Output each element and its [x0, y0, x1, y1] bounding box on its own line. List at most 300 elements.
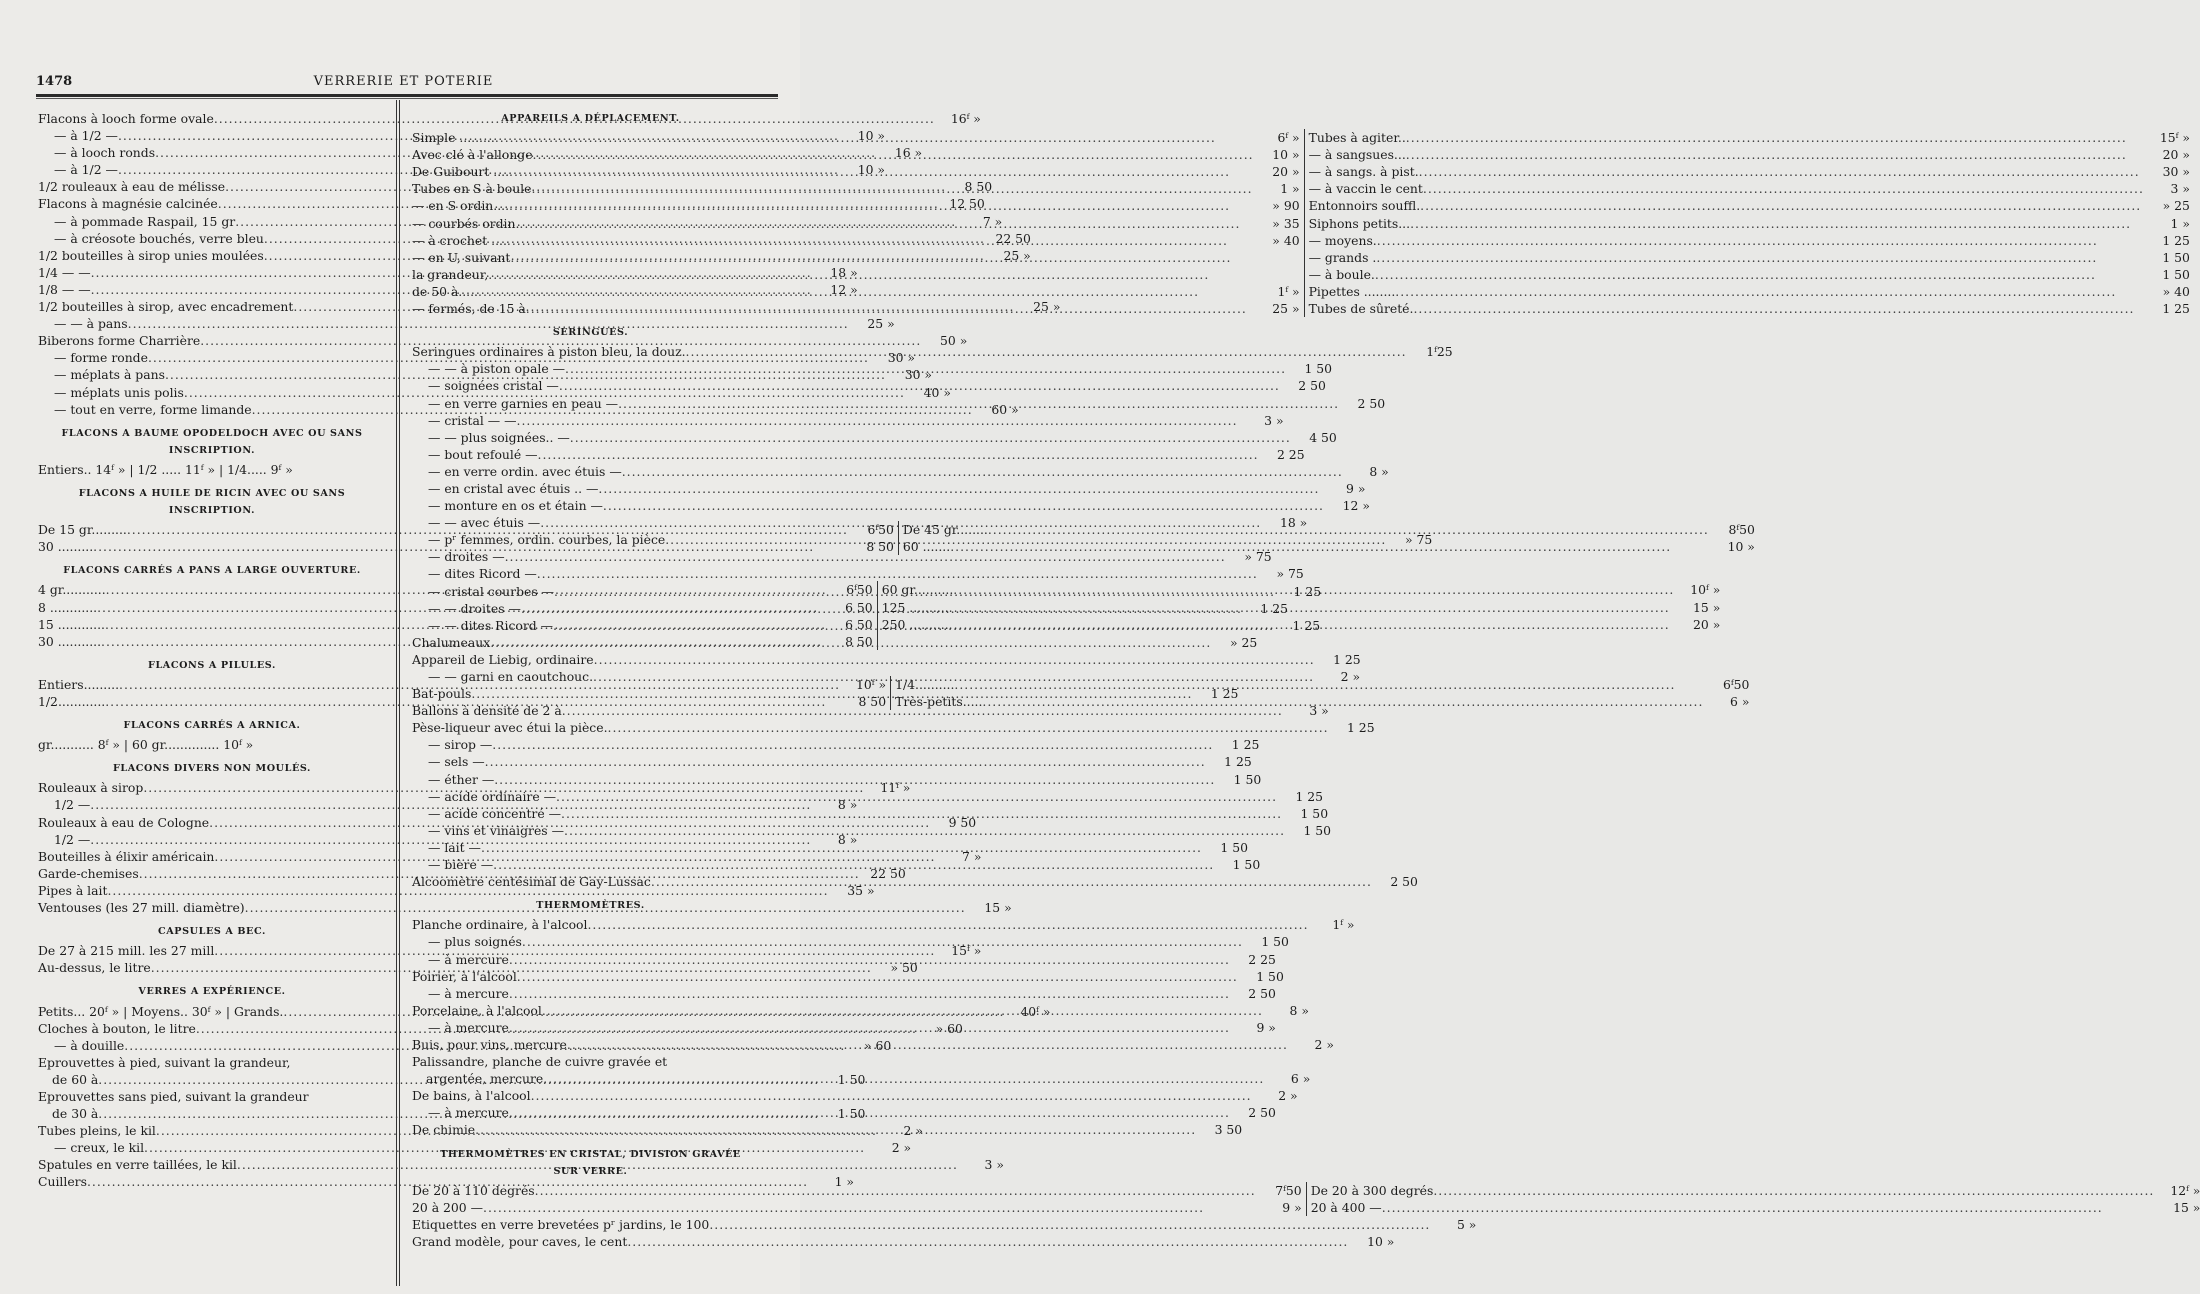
entry-price: 11ᶠ »	[880, 780, 911, 796]
price-entry	[412, 300, 1300, 317]
dot-leader	[509, 951, 1230, 968]
dot-leader	[1420, 197, 2144, 214]
entry-label: 15 ............	[38, 616, 105, 632]
price-entry	[38, 315, 895, 332]
entry-label: Pipes à lait	[38, 882, 108, 898]
section-title-opodeldoch: FLACONS A BAUME OPODELDOCH AVEC OU SANS INSCRIPTION.	[61, 427, 363, 456]
entry-price: 15 »	[2173, 1199, 2200, 1215]
dot-leader	[564, 822, 1285, 839]
entry-label: — méplats à pans	[54, 367, 165, 383]
entry-label: Tubes en S à boule	[412, 181, 532, 197]
entry-price: 2 »	[1314, 1036, 1334, 1052]
entry-text: Palissandre, planche de cuivre gravée et	[412, 1054, 668, 1070]
dot-leader	[627, 1233, 1348, 1250]
entry-label: Petits... 20ᶠ » | Moyens.. 30ᶠ » | Grands.	[38, 1003, 284, 1019]
entry-label: Chalumeaux	[412, 634, 491, 650]
entry-price: 8 »	[1289, 1002, 1309, 1018]
entry-label: De Guibourt ....	[412, 164, 510, 180]
entry-label: — — à pans	[54, 316, 128, 332]
entry-label: — à mercure	[428, 1105, 509, 1121]
dot-leader	[1413, 300, 2143, 317]
entry-label: — — dites Ricord —	[428, 617, 554, 633]
entry-label: Entiers.........	[38, 676, 120, 692]
entry-price: 8 50	[845, 633, 873, 649]
entry-price: 25 »	[1272, 301, 1300, 317]
entry-label: Entonnoirs souffl.	[1308, 198, 1421, 214]
entry-label: Alcoomètre centésimal de Gay-Lussac	[412, 874, 651, 890]
entry-label: de 60 à	[52, 1071, 99, 1087]
entry-label: Cuillers	[38, 1174, 87, 1190]
dot-leader	[495, 129, 1254, 146]
entry-label: — en verre ordin. avec étuis —	[428, 463, 622, 479]
entry-label: Ventouses (les 27 mill. diamètre)	[38, 900, 245, 916]
price-entry	[412, 283, 1300, 300]
dot-leader	[565, 360, 1286, 377]
entry-price: 8 50	[964, 179, 993, 195]
entry-label: — monture en os et étain —	[428, 498, 603, 514]
entry-price: 2 50	[1248, 985, 1276, 1001]
entry-price: 2 »	[1278, 1088, 1298, 1104]
entry-price: » 50	[890, 960, 918, 976]
price-entry	[412, 702, 1329, 719]
price-entry	[412, 985, 1276, 1002]
price-entry	[1311, 1199, 2200, 1216]
dot-leader	[1377, 232, 2144, 249]
entry-label: — lait —	[428, 839, 481, 855]
entry-price: 8 »	[837, 797, 858, 813]
entry-label: — en S ordin....	[412, 198, 510, 214]
entry-price: 1 25	[2162, 232, 2190, 248]
entry-label: — pʳ femmes, ordin. courbes, la pièce	[428, 532, 666, 548]
entry-label: De 15 gr.........	[38, 522, 127, 538]
dot-leader	[1433, 1182, 2154, 1199]
price-entry	[412, 412, 1284, 429]
entry-price: 1 25	[1295, 788, 1324, 804]
entry-label: — tout en verre, forme limande	[54, 401, 252, 417]
entry-price: 2 »	[891, 1140, 912, 1156]
price-entry	[412, 463, 1389, 480]
entry-price: 60 »	[991, 401, 1019, 417]
price-entry	[412, 1087, 1298, 1104]
section-title-divers: FLACONS DIVERS NON MOULÉS.	[113, 763, 311, 775]
entry-price: 6 »	[1290, 1071, 1311, 1087]
price-entry	[1309, 163, 2190, 180]
section-title-seringues: SERINGUES.	[552, 327, 629, 339]
dot-leader	[519, 215, 1253, 232]
entry-price: 12 50	[949, 196, 985, 212]
section-title-carres: FLACONS CARRÉS A PANS A LARGE OUVERTURE.	[63, 565, 361, 577]
entry-price: » 60	[935, 1020, 963, 1036]
entry-price: 1 50	[837, 1071, 866, 1087]
dot-leader	[540, 514, 1261, 531]
dot-leader	[554, 583, 1275, 600]
entry-label: Etiquettes en verre brevetées pʳ jardins, le 100	[412, 1216, 710, 1232]
entry-label: Rouleaux à sirop	[38, 780, 144, 796]
entry-price: 1 25	[2162, 301, 2190, 317]
price-entry	[412, 1216, 1477, 1233]
entry-price: 1 50	[1232, 857, 1261, 873]
price-entry	[1311, 1182, 2200, 1199]
entry-price: 9 »	[1282, 1199, 1302, 1215]
entry-text: Eprouvettes sans pied, suivant la grandeur	[38, 1088, 309, 1104]
dot-leader	[1410, 215, 2144, 232]
price-entry	[412, 215, 1300, 232]
entry-price: 30 »	[904, 367, 932, 383]
dot-leader	[1382, 1199, 2155, 1216]
price-entry	[412, 129, 1300, 146]
entry-label: — méplats unis polis	[54, 384, 184, 400]
entry-price: 8ᶠ50	[1728, 522, 1755, 538]
entry-price: 3 »	[984, 1157, 1004, 1173]
dot-leader	[553, 617, 1274, 634]
entry-price: 15 »	[984, 900, 1012, 916]
price-entry	[1309, 300, 2190, 317]
entry-label: Pipettes ........	[1308, 283, 1396, 299]
price-entry	[412, 1182, 1302, 1199]
entry-price: 10 »	[857, 162, 885, 178]
entry-label: Appareil de Liebig, ordinaire	[412, 651, 594, 667]
entry-price: » 35	[1272, 215, 1300, 231]
entry-price: 12ᶠ »	[2170, 1182, 2200, 1198]
entry-price: 6 50	[845, 616, 873, 632]
price-entry	[412, 719, 1375, 736]
dot-leader	[537, 565, 1258, 582]
dot-leader	[488, 266, 1253, 283]
cristal-table	[412, 1182, 2200, 1216]
price-entry	[412, 232, 1300, 249]
entry-price: 1 50	[2162, 266, 2190, 282]
price-entry	[412, 839, 1248, 856]
entry-price: 6ᶠ50	[846, 582, 873, 598]
dot-leader	[509, 985, 1230, 1002]
entry-label: — soignées cristal —	[428, 378, 559, 394]
entry-price: 16ᶠ »	[950, 111, 981, 126]
entry-label: — acide ordinaire —	[428, 788, 557, 804]
entry-label: Cloches à bouton, le litre	[38, 1020, 196, 1036]
dot-leader	[494, 771, 1215, 788]
section-title-cristal: THERMOMÈTRES EN CRISTAL, DIVISION GRAVÉE	[440, 1148, 741, 1160]
dot-leader	[556, 788, 1277, 805]
entry-price: 1 »	[1280, 181, 1300, 197]
entry-label: De chimie	[412, 1122, 476, 1138]
dot-leader	[570, 429, 1291, 446]
entry-price: 3 50	[1214, 1122, 1243, 1138]
entry-price: 3 »	[1309, 703, 1329, 719]
entry-price: 1 »	[834, 1174, 855, 1190]
entry-label: 250 ..........	[881, 616, 949, 632]
entry-price: 1 25	[1260, 600, 1288, 616]
price-entry	[412, 916, 1355, 933]
entry-price: 22 50	[995, 230, 1031, 246]
entry-price: 6ᶠ50	[1723, 676, 1750, 692]
entry-label: Siphons petits...	[1308, 215, 1411, 231]
entry-price: 20 »	[2162, 147, 2190, 163]
entry-label: 1/2 —	[54, 797, 91, 813]
cristal-col-b	[1306, 1182, 2200, 1216]
entry-label: 1/4..........	[895, 676, 955, 692]
entry-label: Rouleaux à eau de Cologne	[38, 814, 210, 830]
running-title: VERRERIE ET POTERIE	[313, 74, 494, 89]
price-entry	[412, 429, 1337, 446]
dot-leader	[686, 343, 1407, 360]
entry-price: 8 »	[837, 831, 858, 847]
entry-label: 4 gr...........	[38, 582, 106, 598]
entry-label: 8 ............	[38, 599, 98, 615]
dot-leader	[533, 146, 1254, 163]
entry-price: 20 »	[1272, 164, 1300, 180]
price-entry	[412, 753, 1252, 770]
dot-leader	[531, 180, 1253, 197]
entry-price: 2 50	[1357, 395, 1386, 411]
entry-label: Simple .........	[412, 130, 495, 146]
entry-label: — dites Ricord —	[428, 566, 537, 582]
dot-leader	[517, 412, 1238, 429]
dot-leader	[1376, 249, 2144, 266]
price-entry	[412, 146, 1300, 163]
price-entry	[412, 1121, 1243, 1138]
entry-price: 1 25	[1210, 686, 1239, 702]
price-entry	[412, 480, 1366, 497]
dot-leader	[485, 753, 1206, 770]
entry-price: 1 50	[1304, 361, 1333, 377]
entry-label: — à mercure	[428, 985, 509, 1001]
entry-label: — forme ronde	[54, 350, 148, 366]
entry-label: Pèse-liqueur avec étui la pièce.	[412, 720, 608, 736]
entry-price: 2 25	[1276, 446, 1305, 462]
entry-price: 7ᶠ50	[1275, 1182, 1302, 1198]
entry-label: Poirier, à l'alcool	[412, 968, 517, 984]
entry-label: — à looch ronds	[54, 145, 156, 161]
entry-label: — à sangsues...	[1308, 147, 1406, 163]
entry-price: 25 »	[867, 316, 895, 332]
dot-leader	[1375, 266, 2144, 283]
entry-label: Tubes pleins, le kil	[38, 1123, 156, 1139]
entry-label: — en verre garnies en peau —	[428, 395, 619, 411]
entry-price: 1 50	[1303, 822, 1332, 838]
entry-label: 20 à 400 —	[1310, 1199, 1382, 1215]
entry-price: 5 »	[1456, 1216, 1477, 1232]
price-entry	[412, 736, 1260, 753]
entry-price: 10ᶠ »	[1690, 582, 1721, 598]
entry-price: 9 »	[1256, 1019, 1276, 1035]
deplacement-col-a	[412, 129, 1304, 317]
entry-price: 1 50	[1300, 805, 1329, 821]
entry-label: De 45 gr........	[902, 522, 988, 538]
entry-price: 18 »	[830, 264, 858, 280]
dot-leader	[543, 1070, 1264, 1087]
entry-price: » 75	[1404, 532, 1433, 548]
section-title-pilules: FLACONS A PILULES.	[148, 659, 276, 671]
entry-label: — creux, le kil	[54, 1140, 145, 1156]
entry-price: 16 »	[894, 145, 923, 161]
cristal-list	[412, 1216, 1477, 1250]
price-entry	[1309, 197, 2190, 214]
entry-label: — à créosote bouchés, verre bleu	[54, 230, 264, 246]
entry-price: 15 »	[1693, 599, 1721, 615]
entry-price: 1 25	[1333, 651, 1361, 667]
entry-label: — à 1/2 —	[54, 128, 118, 144]
entry-price: 1 25	[1292, 617, 1321, 633]
entry-label: De 20 à 300 degrés	[1310, 1182, 1434, 1198]
entry-label: — sels —	[428, 754, 485, 770]
entry-price: 12 »	[1342, 498, 1370, 514]
entry-price: 1 50	[1220, 839, 1248, 855]
entry-label: Grand modèle, pour caves, le cent	[412, 1234, 628, 1249]
entry-price: 10 »	[1272, 147, 1300, 163]
entry-label: — à crochet ....	[412, 232, 507, 248]
entry-label: 1/2............	[38, 694, 106, 709]
entry-price: 2 50	[1390, 874, 1418, 890]
entry-label: — courbés ordin.	[412, 215, 520, 231]
entry-label: — droites —	[428, 549, 505, 565]
cristal-col-a	[412, 1182, 1306, 1216]
price-entry	[1309, 283, 2190, 300]
dot-leader	[509, 1019, 1230, 1036]
dot-leader	[471, 685, 1192, 702]
dot-leader	[509, 163, 1254, 180]
entry-price: 1 50	[1233, 771, 1262, 787]
entry-price: 25 »	[1003, 247, 1031, 263]
entry-price: » 40	[1272, 232, 1300, 248]
entry-price: » 75	[1276, 566, 1304, 582]
dot-leader	[622, 463, 1343, 480]
entry-price: 1 50	[2162, 249, 2190, 265]
entry-price: 1ᶠ25	[1426, 344, 1453, 360]
entry-price: 1 25	[1346, 720, 1375, 736]
dot-leader	[1406, 129, 2144, 146]
entry-label: — bout refoulé —	[428, 446, 538, 462]
entry-label: Bat-pouls	[412, 686, 472, 702]
dot-leader	[505, 548, 1226, 565]
entry-price: 8 »	[1369, 463, 1389, 479]
page-header	[36, 74, 771, 94]
section-title-experience: VERRES A EXPÉRIENCE.	[138, 986, 286, 998]
entry-label: — acide concentré —	[428, 805, 562, 821]
dot-leader	[478, 283, 1254, 300]
price-entry	[1309, 180, 2190, 197]
price-entry	[412, 266, 1300, 283]
entry-label: — — plus soignées.. —	[428, 429, 570, 445]
dot-leader	[483, 1199, 1256, 1216]
entry-price: » 60	[864, 1037, 892, 1053]
entry-label: 1/8 — —	[38, 281, 91, 297]
entry-price: 22 50	[870, 865, 906, 881]
entry-label: Flacons à looch forme ovale	[38, 111, 214, 126]
entry-label: 30 ...........	[38, 633, 102, 649]
entry-price: 2 50	[1248, 1105, 1276, 1121]
section-title-cristal-2: SUR VERRE.	[553, 1165, 628, 1177]
entry-price: 8 50	[858, 694, 887, 709]
entry-price: 1 50	[1261, 934, 1289, 950]
entry-price: 6 »	[1730, 694, 1750, 709]
dot-leader	[1419, 163, 2144, 180]
page-number: 1478	[36, 74, 73, 89]
entry-price: 35 »	[847, 882, 875, 898]
section-title-ricin: FLACONS A HUILE DE RICIN AVEC OU SANS INSCRIPTION.	[78, 487, 346, 517]
entry-label: De 20 à 110 degrés	[412, 1182, 535, 1198]
entry-label: — vins et vinaigres —	[428, 822, 564, 838]
entry-label: de 50 à.....	[412, 283, 478, 299]
entry-price: 9 50	[948, 814, 977, 830]
dot-leader	[510, 249, 1253, 266]
entry-price: 20 »	[1693, 616, 1721, 632]
entry-label: — à mercure	[428, 1019, 509, 1035]
entry-label: 20 à 200 —	[412, 1199, 484, 1215]
entry-label: — bière —	[428, 857, 494, 873]
price-entry	[412, 180, 1300, 197]
dot-leader	[1395, 283, 2144, 300]
entry-label: — — avec étuis —	[428, 515, 541, 531]
entry-label: — fermés, de 15 à	[412, 301, 526, 317]
entry-label: Bouteilles à élixir américain	[38, 848, 215, 864]
dot-leader	[521, 600, 1242, 617]
entry-price: 10ᶠ »	[856, 676, 887, 692]
dot-leader	[567, 1036, 1288, 1053]
entry-label: argentée, mercure	[426, 1071, 544, 1087]
entry-price: 2 »	[1340, 669, 1361, 684]
entry-label: — à 1/2 —	[54, 162, 118, 178]
entry-price: 1 »	[2170, 215, 2190, 231]
entry-label: — en cristal avec étuis .. —	[428, 480, 599, 496]
entry-price: 10 »	[857, 128, 885, 144]
deplacement-col-b	[1304, 129, 2190, 317]
arnica-line: gr........... 8ᶠ » | 60 gr.............. 10ᶠ »	[38, 737, 254, 753]
price-entry	[1309, 266, 2190, 283]
entry-price: 1ᶠ »	[1332, 917, 1355, 933]
dot-leader	[517, 968, 1238, 985]
entry-label: la grandeur,	[412, 266, 489, 282]
entry-price: 10 »	[1727, 539, 1755, 555]
entry-label: Tubes à agiter..	[1308, 130, 1406, 146]
price-entry	[412, 1199, 1302, 1216]
entry-label: — sirop —	[428, 737, 493, 753]
dot-leader	[1423, 180, 2144, 197]
entry-price: 1 25	[1224, 754, 1252, 770]
header-rule-thin	[36, 98, 778, 99]
entry-price: 18 »	[1279, 515, 1308, 531]
entry-price: 40ᶠ »	[1020, 1003, 1051, 1019]
entry-price: 3 »	[2170, 181, 2190, 197]
entry-price: 7 »	[962, 848, 982, 864]
dot-leader	[1406, 146, 2144, 163]
entry-price: 6ᶠ »	[1277, 130, 1300, 146]
dot-leader	[559, 377, 1280, 394]
price-entry	[1309, 215, 2190, 232]
entry-label: De bains, à l'alcool	[412, 1088, 531, 1104]
entry-label: 1/2 rouleaux à eau de mélisse	[38, 179, 226, 195]
dot-leader	[535, 1182, 1256, 1199]
entry-label: — cristal — —	[428, 412, 517, 428]
dot-leader	[475, 1121, 1196, 1138]
dot-leader	[561, 805, 1282, 822]
dot-leader	[603, 497, 1324, 514]
price-entry	[412, 968, 1284, 985]
entry-price: » 40	[2162, 283, 2190, 299]
entry-label: — à boule.	[1308, 266, 1375, 282]
entry-price: 6 50	[845, 599, 873, 615]
entry-label: Porcelaine, à l'alcool	[412, 1002, 542, 1018]
entry-price: » 75	[1244, 549, 1272, 565]
entry-label: — à sangs. à pist.	[1308, 164, 1419, 180]
dot-leader	[562, 702, 1283, 719]
entry-price: 2 »	[903, 1123, 923, 1139]
entry-text: Eprouvettes à pied, suivant la grandeur,	[38, 1054, 291, 1070]
price-entry	[412, 651, 1361, 668]
entry-price: 1 25	[1231, 737, 1260, 753]
entry-label: — à pommade Raspail, 15 gr	[54, 213, 236, 229]
entry-price: 25 »	[1033, 299, 1061, 315]
price-entry	[412, 548, 1272, 565]
